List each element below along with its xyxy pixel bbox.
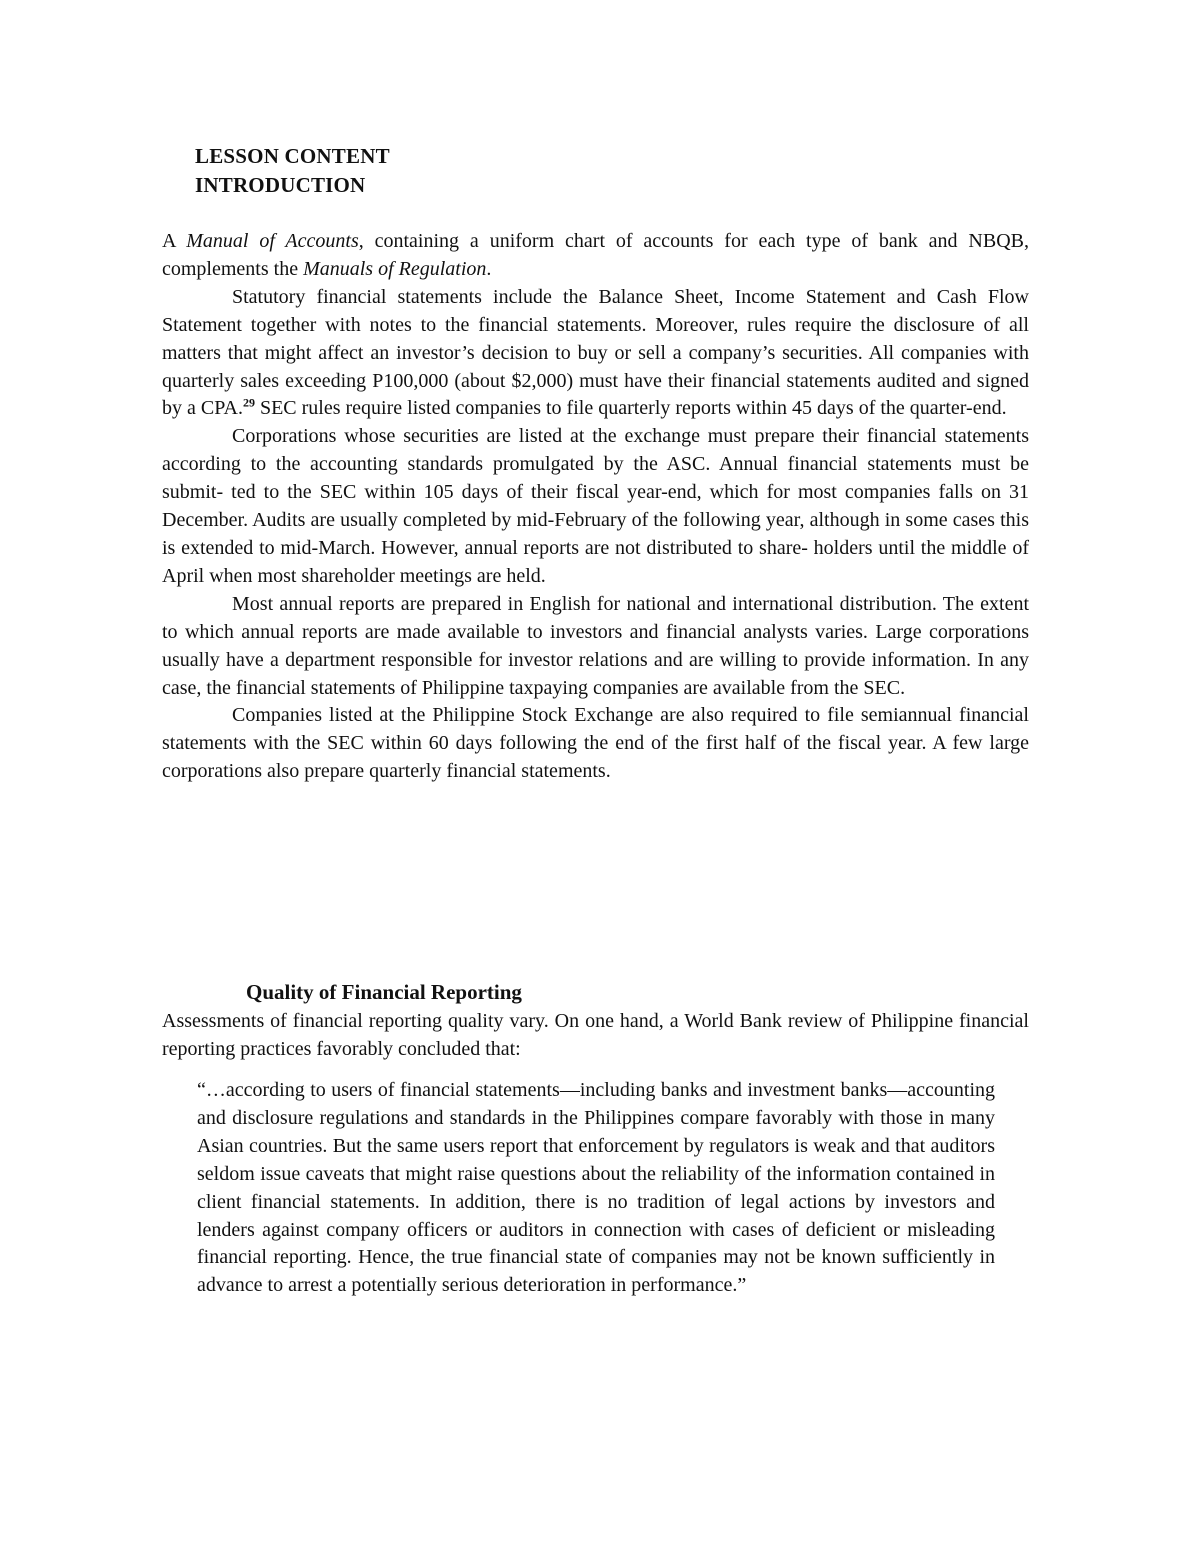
intro-paragraph-1 <box>162 228 1029 284</box>
intro-paragraph-3: Corporations whose securities are listed at the exchange must prepare their financial statements according to the accounting standards promulgated by the ASC. Annual financial statements must be submit- ted to the SEC within 105 days of their fiscal year-end, which for most companies falls on 31 December. Audits are usually completed by mid-February of the following year, although in some cases this is extended to mid-March. However, annual reports are not distributed to share- holders until the middle of April when most shareholder meetings are held. <box>162 425 1029 587</box>
footnote-marker: 29 <box>242 395 255 410</box>
intro-paragraph-4: Most annual reports are prepared in English for national and international distribution. The extent to which annual reports are made available to investors and financial analysts varies. Large corporations usually have a department responsible for investor relations and are willing to provide information. In any case, the financial statements of Philippine taxpaying companies are available from the SEC. <box>162 592 1029 699</box>
introduction-heading: INTRODUCTION <box>195 173 366 197</box>
lesson-content-heading: LESSON CONTENT <box>195 144 390 168</box>
quality-intro-paragraph: Assessments of financial reporting quality vary. On one hand, a World Bank review of Philippine financial reporting practices favorably concluded that: <box>162 1010 1029 1060</box>
manual-of-accounts-title: Manual of Accounts <box>186 230 359 252</box>
intro-p1-text-b: , containing a uniform chart of accounts for each type of bank and NBQB, complements the <box>162 230 1029 280</box>
intro-p2-text-b: SEC rules require listed companies to file quarterly reports within 45 days of the quarter-end. <box>254 397 1007 420</box>
manuals-of-regulation-title: Manuals of Regulation <box>303 257 487 280</box>
intro-p1-text-a: A <box>162 230 187 252</box>
world-bank-quote: “…according to users of financial statements—including banks and investment banks—accounting and disclosure regulations and standards in the Philippines compare favorably with those in many Asian countries. But the same users report that enforcement by regulators is weak and that auditors seldom issue caveats that might raise questions about the reliability of the information contained in client financial statements. In addition, there is no tradition of legal actions by investors and lenders against company officers or auditors in connection with cases of deficient or misleading financial reporting. Hence, the true financial state of companies may not be known sufficiently in advance to arrest a potentially serious deterioration in performance.” <box>197 1079 995 1297</box>
introduction-body <box>162 228 1029 786</box>
intro-paragraph-5: Companies listed at the Philippine Stock Exchange are also required to file semiannual financial statements with the SEC within 60 days following the end of the first half of the fiscal year. A few large corporations also prepare quarterly financial statements. <box>162 704 1029 783</box>
intro-p1-text-c: . <box>486 257 492 280</box>
quality-section-title: Quality of Financial Reporting <box>246 980 522 1004</box>
intro-paragraph-2 <box>162 284 1029 424</box>
intro-p2-text-a: Statutory financial statements include the Balance Sheet, Income Statement and Cash Flow Statement together with notes to the financial statements. Moreover, rules require the disclosure of all matters that might affect an investor’s decision to buy or sell a company’s securities. All companies with quarterly sales exceeding P100,000 (about $2,000) must have their financial statements audited and signed by a CPA. <box>162 285 1029 420</box>
